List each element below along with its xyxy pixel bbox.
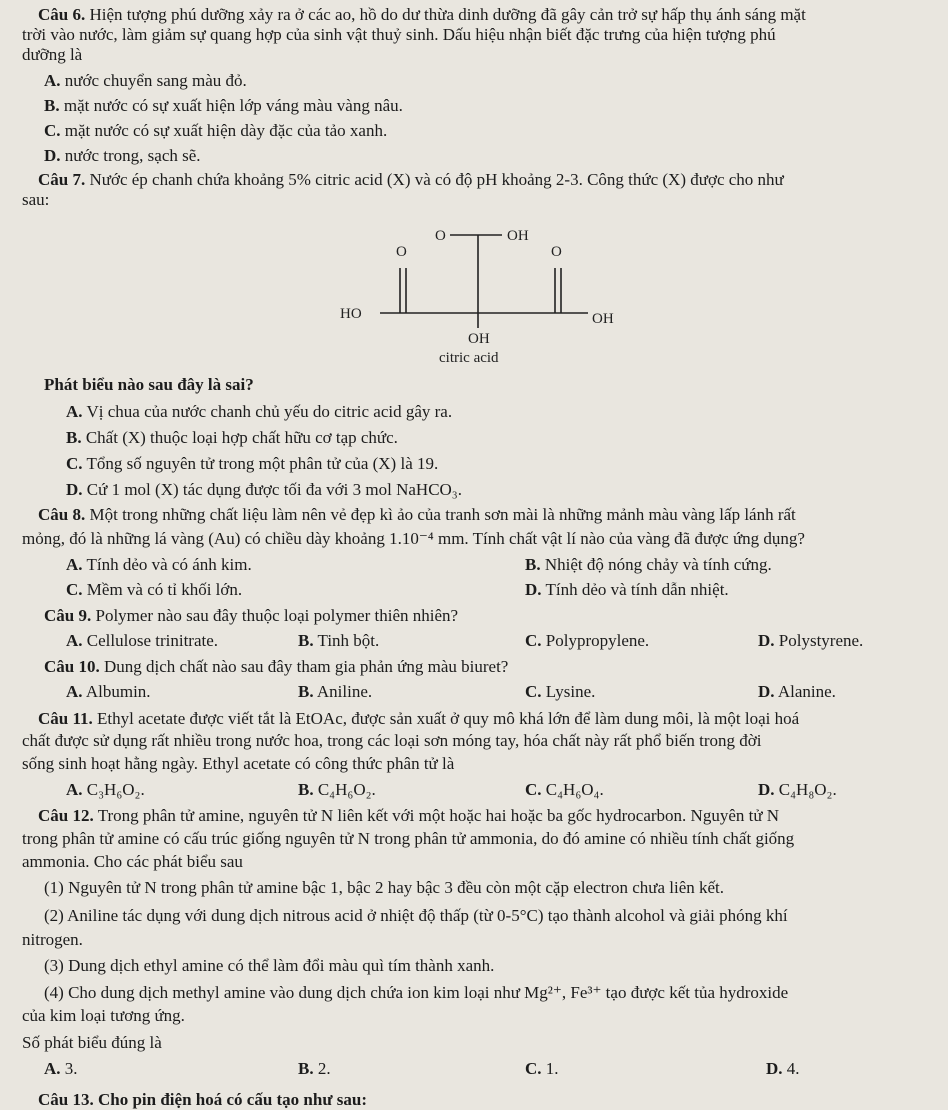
- q7-question: Phát biểu nào sau đây là sai?: [44, 375, 254, 394]
- q7-line-2: sau:: [22, 190, 50, 209]
- q7-option-b[interactable]: B. Chất (X) thuộc loại hợp chất hữu cơ tạp chức.: [66, 428, 398, 447]
- q11-option-b[interactable]: B. C₄H₆O₂.: [298, 780, 376, 799]
- struct-oh-top: OH: [507, 228, 529, 244]
- q12-line-2: trong phân tử amine có cấu trúc giống nguyên tử N trong phân tử ammonia, do đó amine có nhiều tính chất giống: [22, 829, 795, 848]
- q11-option-c[interactable]: C. C₄H₆O₄.: [525, 780, 604, 799]
- q12-statement-4: (4) Cho dung dịch methyl amine vào dung dịch chứa ion kim loại như Mg²⁺, Fe³⁺ tạo được kết tủa hydroxide: [44, 983, 789, 1002]
- struct-o-top: O: [435, 228, 446, 244]
- q9-option-c[interactable]: C. Polypropylene.: [525, 631, 650, 650]
- q6-line-1: Câu 6. Hiện tượng phú dưỡng xảy ra ở các ao, hồ do dư thừa dinh dưỡng đã gây cản trở sự hấp thụ ánh sáng mặt: [38, 5, 806, 24]
- struct-ho-left: HO: [340, 306, 362, 322]
- q6-line-3: dưỡng là: [22, 45, 83, 64]
- q12-statement-2-cont: nitrogen.: [22, 930, 83, 949]
- q8-option-b[interactable]: B. Nhiệt độ nóng chảy và tính cứng.: [525, 555, 772, 574]
- q11-line-3: sống sinh hoạt hằng ngày. Ethyl acetate có công thức phân tử là: [22, 754, 455, 773]
- q8-option-a[interactable]: A. Tính dẻo và có ánh kim.: [66, 555, 252, 574]
- q10-option-b[interactable]: B. Aniline.: [298, 682, 373, 701]
- q12-statement-3: (3) Dung dịch ethyl amine có thể làm đổi màu quì tím thành xanh.: [44, 956, 495, 975]
- q12-statement-2: (2) Aniline tác dụng với dung dịch nitrous acid ở nhiệt độ thấp (từ 0-5°C) tạo thành alcohol và giải phóng khí: [44, 906, 788, 925]
- q8-line-2: mỏng, đó là những lá vàng (Au) có chiều dày khoảng 1.10⁻⁴ mm. Tính chất vật lí nào của vàng đã được ứng dụng?: [22, 529, 805, 548]
- q10-option-a[interactable]: A. Albumin.: [66, 682, 151, 701]
- q8-option-d[interactable]: D. Tính dẻo và tính dẫn nhiệt.: [525, 580, 729, 599]
- q6-line-2: trời vào nước, làm giảm sự quang hợp của sinh vật thuỷ sinh. Dấu hiệu nhận biết đặc trưng của hiện tượng phú: [22, 25, 776, 44]
- q9-option-a[interactable]: A. Cellulose trinitrate.: [66, 631, 219, 650]
- q11-line-2: chất được sử dụng rất nhiều trong nước hoa, trong các loại sơn móng tay, hóa chất này rất phổ biến trong đời: [22, 731, 762, 750]
- q12-question: Số phát biểu đúng là: [22, 1033, 162, 1052]
- q13-partial-clip: [0, 1088, 948, 1109]
- q9-line: Câu 9. Polymer nào sau đây thuộc loại polymer thiên nhiên?: [44, 606, 459, 625]
- q8-option-c[interactable]: C. Mềm và có tỉ khối lớn.: [66, 580, 243, 599]
- q9-option-d[interactable]: D. Polystyrene.: [758, 631, 864, 650]
- q7-option-c[interactable]: C. Tổng số nguyên tử trong một phân tử của (X) là 19.: [66, 454, 439, 473]
- q6-option-d[interactable]: D. nước trong, sạch sẽ.: [44, 146, 201, 165]
- citric-acid-structure: [330, 210, 630, 370]
- q13-partial: Câu 13. Cho pin điện hoá có cấu tạo như sau:: [38, 1090, 368, 1109]
- q8-line-1: Câu 8. Một trong những chất liệu làm nên vẻ đẹp kì ảo của tranh sơn mài là những mảnh màu vàng lấp lánh rất: [38, 505, 796, 524]
- q11-line-1: Câu 11. Ethyl acetate được viết tắt là EtOAc, được sản xuất ở quy mô khá lớn để làm dung môi, là một loại hoá: [38, 709, 800, 728]
- struct-o-right: O: [551, 244, 562, 260]
- q12-option-c[interactable]: C. 1.: [525, 1059, 559, 1078]
- struct-caption: citric acid: [439, 350, 499, 366]
- q7-line-1: Câu 7. Nước ép chanh chứa khoảng 5% citric acid (X) và có độ pH khoảng 2-3. Công thức (X) được cho như: [38, 170, 784, 189]
- q9-option-b[interactable]: B. Tinh bột.: [298, 631, 380, 650]
- q6-option-b[interactable]: B. mặt nước có sự xuất hiện lớp váng màu vàng nâu.: [44, 96, 403, 115]
- q10-option-d[interactable]: D. Alanine.: [758, 682, 836, 701]
- q12-option-a[interactable]: A. 3.: [44, 1059, 78, 1078]
- q10-line: Câu 10. Dung dịch chất nào sau đây tham gia phản ứng màu biuret?: [44, 657, 509, 676]
- q12-statement-4-cont: của kim loại tương ứng.: [22, 1006, 185, 1025]
- q12-line-1: Câu 12. Trong phân tử amine, nguyên tử N liên kết với một hoặc hai hoặc ba gốc hydrocarbon. Nguyên tử N: [38, 806, 780, 825]
- q6-option-c[interactable]: C. mặt nước có sự xuất hiện dày đặc của tảo xanh.: [44, 121, 388, 140]
- q7-option-a[interactable]: A. Vị chua của nước chanh chủ yếu do citric acid gây ra.: [66, 402, 453, 421]
- q12-line-3: ammonia. Cho các phát biểu sau: [22, 852, 243, 871]
- q11-option-a[interactable]: A. C₃H₆O₂.: [66, 780, 145, 799]
- q12-option-b[interactable]: B. 2.: [298, 1059, 331, 1078]
- q12-option-d[interactable]: D. 4.: [766, 1059, 800, 1078]
- struct-oh-bottom: OH: [468, 331, 490, 347]
- q12-statement-1: (1) Nguyên tử N trong phân tử amine bậc 1, bậc 2 hay bậc 3 đều còn một cặp electron chưa liên kết.: [44, 878, 725, 897]
- struct-o-left: O: [396, 244, 407, 260]
- q11-option-d[interactable]: D. C₄H₈O₂.: [758, 780, 837, 799]
- q6-option-a[interactable]: A. nước chuyển sang màu đỏ.: [44, 71, 247, 90]
- struct-oh-right: OH: [592, 311, 614, 327]
- q7-option-d[interactable]: D. Cứ 1 mol (X) tác dụng được tối đa với 3 mol NaHCO₃.: [66, 480, 462, 499]
- q10-option-c[interactable]: C. Lysine.: [525, 682, 596, 701]
